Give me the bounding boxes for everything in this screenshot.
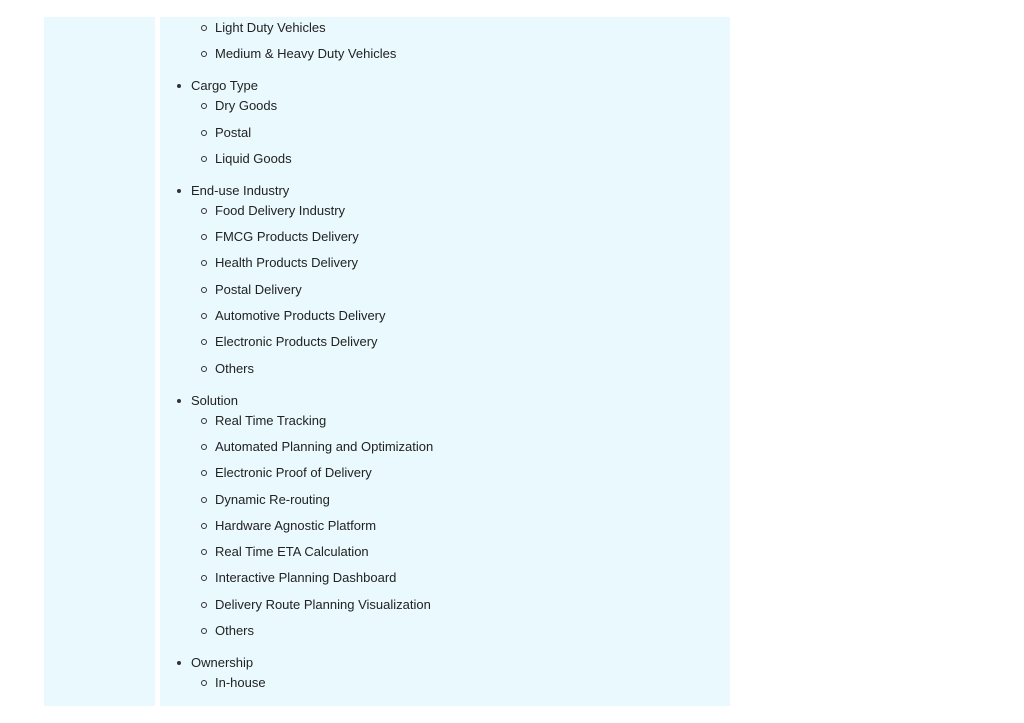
ownership-sublist	[160, 673, 730, 693]
vehicle-type-continuation	[160, 17, 730, 64]
list-item: Postal Delivery	[160, 280, 730, 300]
list-item: Automotive Products Delivery	[160, 306, 730, 326]
list-item: Postal	[160, 123, 730, 143]
list-item: Hardware Agnostic Platform	[160, 516, 730, 536]
end-use-industry-group	[160, 181, 730, 379]
list-item: Liquid Goods	[160, 149, 730, 169]
left-column	[44, 17, 155, 706]
segmentation-list	[160, 17, 730, 693]
ownership-group	[160, 653, 730, 693]
list-item: Dynamic Re-routing	[160, 490, 730, 510]
list-item: Delivery Route Planning Visualization	[160, 595, 730, 615]
list-item: Others	[160, 359, 730, 379]
list-item: FMCG Products Delivery	[160, 227, 730, 247]
segmentation-panel	[160, 17, 730, 706]
solution-label: Solution	[160, 391, 730, 411]
list-item: Automated Planning and Optimization	[160, 437, 730, 457]
vehicle-type-sublist	[160, 18, 730, 64]
list-item: Light Duty Vehicles	[160, 18, 730, 38]
list-item: Food Delivery Industry	[160, 201, 730, 221]
solution-sublist	[160, 411, 730, 641]
list-item: In-house	[160, 673, 730, 693]
cargo-type-sublist	[160, 96, 730, 169]
list-item: Medium & Heavy Duty Vehicles	[160, 44, 730, 64]
end-use-industry-label: End-use Industry	[160, 181, 730, 201]
list-item: Electronic Products Delivery	[160, 332, 730, 352]
list-item: Electronic Proof of Delivery	[160, 463, 730, 483]
cargo-type-label: Cargo Type	[160, 76, 730, 96]
end-use-industry-sublist	[160, 201, 730, 379]
ownership-label: Ownership	[160, 653, 730, 673]
solution-group	[160, 391, 730, 641]
list-item: Real Time ETA Calculation	[160, 542, 730, 562]
list-item: Others	[160, 621, 730, 641]
cargo-type-group	[160, 76, 730, 169]
list-item: Dry Goods	[160, 96, 730, 116]
list-item: Health Products Delivery	[160, 253, 730, 273]
list-item: Interactive Planning Dashboard	[160, 568, 730, 588]
list-item: Real Time Tracking	[160, 411, 730, 431]
